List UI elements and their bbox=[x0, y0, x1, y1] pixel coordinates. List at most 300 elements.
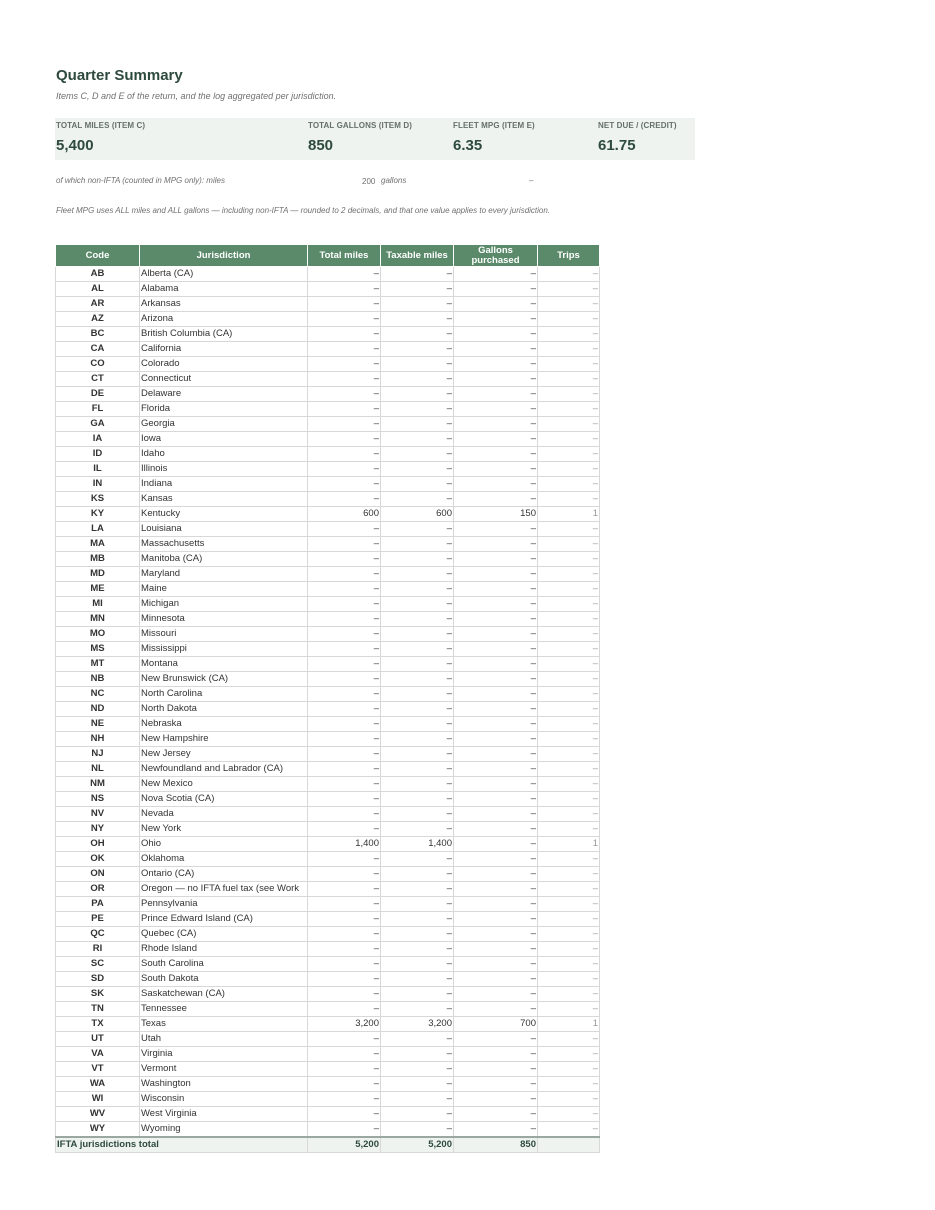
cell-total-miles: – bbox=[308, 777, 381, 792]
cell-taxable-miles: – bbox=[381, 462, 454, 477]
cell-gallons: 700 bbox=[454, 1017, 538, 1032]
cell-total-miles: – bbox=[308, 312, 381, 327]
cell-gallons: – bbox=[454, 447, 538, 462]
cell-trips: – bbox=[538, 672, 600, 687]
cell-total-miles: – bbox=[308, 732, 381, 747]
cell-jurisdiction: Minnesota bbox=[140, 612, 308, 627]
kpi-value: 850 bbox=[308, 137, 334, 154]
cell-taxable-miles: – bbox=[381, 852, 454, 867]
cell-total-miles: – bbox=[308, 897, 381, 912]
cell-gallons: – bbox=[454, 642, 538, 657]
cell-gallons: – bbox=[454, 627, 538, 642]
cell-jurisdiction: Nevada bbox=[140, 807, 308, 822]
cell-total-miles: – bbox=[308, 687, 381, 702]
header-taxable-miles: Taxable miles bbox=[381, 245, 454, 267]
page-title: Quarter Summary bbox=[56, 67, 183, 84]
cell-gallons: – bbox=[454, 1107, 538, 1122]
cell-gallons: – bbox=[454, 582, 538, 597]
cell-taxable-miles: – bbox=[381, 537, 454, 552]
cell-gallons: – bbox=[454, 777, 538, 792]
cell-jurisdiction: Louisiana bbox=[140, 522, 308, 537]
cell-total-miles: – bbox=[308, 327, 381, 342]
cell-total-miles: – bbox=[308, 1122, 381, 1138]
cell-jurisdiction: Nebraska bbox=[140, 717, 308, 732]
table-row bbox=[56, 552, 600, 567]
cell-total-miles: – bbox=[308, 267, 381, 282]
cell-total-miles: – bbox=[308, 297, 381, 312]
cell-trips: – bbox=[538, 327, 600, 342]
cell-taxable-miles: – bbox=[381, 612, 454, 627]
header-total-miles: Total miles bbox=[308, 245, 381, 267]
cell-taxable-miles: – bbox=[381, 1032, 454, 1047]
table-row bbox=[56, 867, 600, 882]
kpi-label: FLEET MPG (ITEM E) bbox=[453, 121, 535, 130]
cell-total-miles: – bbox=[308, 567, 381, 582]
cell-total-miles: – bbox=[308, 672, 381, 687]
cell-code: OR bbox=[56, 882, 140, 897]
cell-trips: – bbox=[538, 1107, 600, 1122]
cell-code: ON bbox=[56, 867, 140, 882]
table-row bbox=[56, 897, 600, 912]
total-row bbox=[56, 1137, 600, 1153]
cell-trips: – bbox=[538, 732, 600, 747]
cell-trips: – bbox=[538, 627, 600, 642]
cell-jurisdiction: Michigan bbox=[140, 597, 308, 612]
cell-trips: – bbox=[538, 1032, 600, 1047]
table-row bbox=[56, 1077, 600, 1092]
cell-taxable-miles: – bbox=[381, 1047, 454, 1062]
cell-trips: – bbox=[538, 657, 600, 672]
header-jurisdiction: Jurisdiction bbox=[140, 245, 308, 267]
table-row bbox=[56, 1122, 600, 1138]
cell-taxable-miles: – bbox=[381, 672, 454, 687]
kpi-label: TOTAL GALLONS (ITEM D) bbox=[308, 121, 412, 130]
table-row bbox=[56, 942, 600, 957]
cell-jurisdiction: New Hampshire bbox=[140, 732, 308, 747]
cell-code: NH bbox=[56, 732, 140, 747]
cell-code: ND bbox=[56, 702, 140, 717]
cell-total-miles: – bbox=[308, 597, 381, 612]
cell-gallons: – bbox=[454, 522, 538, 537]
cell-code: MA bbox=[56, 537, 140, 552]
table-row bbox=[56, 597, 600, 612]
cell-taxable-miles: – bbox=[381, 1002, 454, 1017]
table-row bbox=[56, 987, 600, 1002]
cell-jurisdiction: Illinois bbox=[140, 462, 308, 477]
cell-code: CA bbox=[56, 342, 140, 357]
cell-taxable-miles: – bbox=[381, 897, 454, 912]
total-gallons: 850 bbox=[454, 1137, 538, 1153]
cell-trips: – bbox=[538, 612, 600, 627]
table-row bbox=[56, 612, 600, 627]
cell-jurisdiction: Oregon — no IFTA fuel tax (see Work bbox=[140, 882, 308, 897]
cell-jurisdiction: British Columbia (CA) bbox=[140, 327, 308, 342]
cell-taxable-miles: – bbox=[381, 882, 454, 897]
cell-code: ID bbox=[56, 447, 140, 462]
cell-code: NJ bbox=[56, 747, 140, 762]
table-row bbox=[56, 1002, 600, 1017]
cell-taxable-miles: – bbox=[381, 717, 454, 732]
cell-taxable-miles: – bbox=[381, 387, 454, 402]
cell-code: NC bbox=[56, 687, 140, 702]
cell-total-miles: – bbox=[308, 912, 381, 927]
table-row bbox=[56, 822, 600, 837]
cell-gallons: – bbox=[454, 537, 538, 552]
table-row bbox=[56, 927, 600, 942]
cell-taxable-miles: – bbox=[381, 582, 454, 597]
cell-code: MB bbox=[56, 552, 140, 567]
cell-jurisdiction: New Mexico bbox=[140, 777, 308, 792]
cell-jurisdiction: Prince Edward Island (CA) bbox=[140, 912, 308, 927]
table-row bbox=[56, 642, 600, 657]
cell-trips: – bbox=[538, 702, 600, 717]
non-ifta-gallons-label: gallons bbox=[381, 176, 407, 185]
cell-code: CO bbox=[56, 357, 140, 372]
cell-taxable-miles: – bbox=[381, 687, 454, 702]
cell-gallons: – bbox=[454, 762, 538, 777]
cell-trips: – bbox=[538, 897, 600, 912]
cell-trips: – bbox=[538, 867, 600, 882]
cell-jurisdiction: Missouri bbox=[140, 627, 308, 642]
cell-total-miles: – bbox=[308, 642, 381, 657]
cell-jurisdiction: Montana bbox=[140, 657, 308, 672]
cell-total-miles: – bbox=[308, 987, 381, 1002]
cell-code: IN bbox=[56, 477, 140, 492]
cell-gallons: – bbox=[454, 327, 538, 342]
cell-code: MS bbox=[56, 642, 140, 657]
table-row bbox=[56, 357, 600, 372]
cell-gallons: – bbox=[454, 417, 538, 432]
cell-jurisdiction: Indiana bbox=[140, 477, 308, 492]
table-row bbox=[56, 1032, 600, 1047]
cell-taxable-miles: – bbox=[381, 972, 454, 987]
cell-code: TN bbox=[56, 1002, 140, 1017]
cell-total-miles: – bbox=[308, 927, 381, 942]
cell-code: WI bbox=[56, 1092, 140, 1107]
cell-total-miles: – bbox=[308, 612, 381, 627]
cell-taxable-miles: – bbox=[381, 642, 454, 657]
cell-trips: – bbox=[538, 402, 600, 417]
cell-gallons: – bbox=[454, 702, 538, 717]
cell-total-miles: – bbox=[308, 1032, 381, 1047]
table-row bbox=[56, 762, 600, 777]
cell-gallons: – bbox=[454, 1122, 538, 1138]
cell-taxable-miles: – bbox=[381, 807, 454, 822]
cell-gallons: – bbox=[454, 387, 538, 402]
cell-taxable-miles: – bbox=[381, 927, 454, 942]
cell-taxable-miles: – bbox=[381, 657, 454, 672]
cell-taxable-miles: – bbox=[381, 597, 454, 612]
cell-gallons: – bbox=[454, 477, 538, 492]
cell-taxable-miles: – bbox=[381, 942, 454, 957]
cell-jurisdiction: Colorado bbox=[140, 357, 308, 372]
page-subtitle: Items C, D and E of the return, and the log aggregated per jurisdiction. bbox=[56, 91, 337, 101]
cell-taxable-miles: – bbox=[381, 282, 454, 297]
cell-taxable-miles: – bbox=[381, 627, 454, 642]
cell-gallons: – bbox=[454, 1002, 538, 1017]
cell-gallons: – bbox=[454, 732, 538, 747]
cell-trips: – bbox=[538, 822, 600, 837]
cell-code: MN bbox=[56, 612, 140, 627]
cell-gallons: – bbox=[454, 912, 538, 927]
cell-gallons: – bbox=[454, 567, 538, 582]
cell-gallons: – bbox=[454, 597, 538, 612]
cell-jurisdiction: Arkansas bbox=[140, 297, 308, 312]
cell-trips: – bbox=[538, 1077, 600, 1092]
cell-total-miles: – bbox=[308, 942, 381, 957]
table-row bbox=[56, 507, 600, 522]
table-row bbox=[56, 267, 600, 282]
cell-taxable-miles: – bbox=[381, 1092, 454, 1107]
cell-taxable-miles: – bbox=[381, 522, 454, 537]
cell-gallons: – bbox=[454, 1047, 538, 1062]
table-row bbox=[56, 567, 600, 582]
cell-total-miles: – bbox=[308, 762, 381, 777]
cell-code: UT bbox=[56, 1032, 140, 1047]
table-row bbox=[56, 837, 600, 852]
cell-code: QC bbox=[56, 927, 140, 942]
table-row bbox=[56, 1092, 600, 1107]
cell-code: NE bbox=[56, 717, 140, 732]
cell-jurisdiction: Ohio bbox=[140, 837, 308, 852]
cell-trips: – bbox=[538, 747, 600, 762]
cell-gallons: – bbox=[454, 1092, 538, 1107]
table-row bbox=[56, 522, 600, 537]
cell-total-miles: – bbox=[308, 657, 381, 672]
cell-gallons: – bbox=[454, 612, 538, 627]
cell-gallons: – bbox=[454, 942, 538, 957]
cell-taxable-miles: – bbox=[381, 867, 454, 882]
cell-trips: – bbox=[538, 492, 600, 507]
cell-trips: – bbox=[538, 957, 600, 972]
cell-gallons: – bbox=[454, 282, 538, 297]
cell-jurisdiction: Maryland bbox=[140, 567, 308, 582]
cell-jurisdiction: Pennsylvania bbox=[140, 897, 308, 912]
cell-jurisdiction: Kansas bbox=[140, 492, 308, 507]
cell-gallons: – bbox=[454, 372, 538, 387]
table-row bbox=[56, 432, 600, 447]
cell-total-miles: – bbox=[308, 582, 381, 597]
cell-taxable-miles: – bbox=[381, 342, 454, 357]
table-row bbox=[56, 372, 600, 387]
table-row bbox=[56, 402, 600, 417]
cell-gallons: 150 bbox=[454, 507, 538, 522]
cell-trips: – bbox=[538, 552, 600, 567]
cell-trips: – bbox=[538, 912, 600, 927]
cell-code: SD bbox=[56, 972, 140, 987]
cell-gallons: – bbox=[454, 672, 538, 687]
cell-code: IL bbox=[56, 462, 140, 477]
cell-trips: 1 bbox=[538, 837, 600, 852]
cell-code: NV bbox=[56, 807, 140, 822]
table-row bbox=[56, 417, 600, 432]
table-row bbox=[56, 717, 600, 732]
table-row bbox=[56, 327, 600, 342]
cell-total-miles: – bbox=[308, 627, 381, 642]
cell-code: MD bbox=[56, 567, 140, 582]
non-ifta-label: of which non-IFTA (counted in MPG only): miles bbox=[56, 176, 225, 185]
cell-code: OH bbox=[56, 837, 140, 852]
table-row bbox=[56, 282, 600, 297]
cell-gallons: – bbox=[454, 852, 538, 867]
cell-code: SK bbox=[56, 987, 140, 1002]
table-row bbox=[56, 297, 600, 312]
table-row bbox=[56, 342, 600, 357]
cell-gallons: – bbox=[454, 837, 538, 852]
cell-trips: – bbox=[538, 927, 600, 942]
cell-gallons: – bbox=[454, 267, 538, 282]
cell-code: MI bbox=[56, 597, 140, 612]
table-row bbox=[56, 912, 600, 927]
cell-code: NY bbox=[56, 822, 140, 837]
cell-trips: – bbox=[538, 312, 600, 327]
header-trips: Trips bbox=[538, 245, 600, 267]
cell-jurisdiction: Nova Scotia (CA) bbox=[140, 792, 308, 807]
cell-total-miles: – bbox=[308, 1062, 381, 1077]
cell-jurisdiction: Kentucky bbox=[140, 507, 308, 522]
cell-code: KS bbox=[56, 492, 140, 507]
cell-jurisdiction: Manitoba (CA) bbox=[140, 552, 308, 567]
cell-total-miles: – bbox=[308, 462, 381, 477]
cell-taxable-miles: – bbox=[381, 732, 454, 747]
cell-code: SC bbox=[56, 957, 140, 972]
cell-trips: – bbox=[538, 477, 600, 492]
cell-gallons: – bbox=[454, 822, 538, 837]
cell-code: WA bbox=[56, 1077, 140, 1092]
cell-jurisdiction: Alabama bbox=[140, 282, 308, 297]
cell-trips: – bbox=[538, 777, 600, 792]
table-row bbox=[56, 1047, 600, 1062]
header-gallons: Gallons purchased bbox=[454, 245, 538, 267]
table-row bbox=[56, 732, 600, 747]
cell-taxable-miles: – bbox=[381, 957, 454, 972]
header-code: Code bbox=[56, 245, 140, 267]
cell-gallons: – bbox=[454, 972, 538, 987]
cell-gallons: – bbox=[454, 927, 538, 942]
cell-gallons: – bbox=[454, 882, 538, 897]
cell-taxable-miles: – bbox=[381, 492, 454, 507]
cell-total-miles: – bbox=[308, 522, 381, 537]
cell-total-miles: – bbox=[308, 402, 381, 417]
table-row bbox=[56, 1062, 600, 1077]
cell-jurisdiction: Alberta (CA) bbox=[140, 267, 308, 282]
cell-jurisdiction: Vermont bbox=[140, 1062, 308, 1077]
cell-jurisdiction: Florida bbox=[140, 402, 308, 417]
cell-taxable-miles: – bbox=[381, 822, 454, 837]
cell-gallons: – bbox=[454, 1077, 538, 1092]
table-row bbox=[56, 687, 600, 702]
cell-code: RI bbox=[56, 942, 140, 957]
cell-trips: 1 bbox=[538, 507, 600, 522]
cell-total-miles: – bbox=[308, 702, 381, 717]
cell-jurisdiction: Iowa bbox=[140, 432, 308, 447]
cell-trips: – bbox=[538, 1047, 600, 1062]
kpi-label: TOTAL MILES (ITEM C) bbox=[56, 121, 146, 130]
cell-jurisdiction: Mississippi bbox=[140, 642, 308, 657]
cell-jurisdiction: Georgia bbox=[140, 417, 308, 432]
cell-taxable-miles: – bbox=[381, 297, 454, 312]
cell-trips: – bbox=[538, 267, 600, 282]
cell-gallons: – bbox=[454, 312, 538, 327]
cell-trips: – bbox=[538, 1002, 600, 1017]
cell-taxable-miles: – bbox=[381, 327, 454, 342]
table-row bbox=[56, 972, 600, 987]
table-row bbox=[56, 957, 600, 972]
cell-code: DE bbox=[56, 387, 140, 402]
cell-jurisdiction: Virginia bbox=[140, 1047, 308, 1062]
cell-taxable-miles: – bbox=[381, 567, 454, 582]
cell-taxable-miles: – bbox=[381, 912, 454, 927]
cell-trips: – bbox=[538, 582, 600, 597]
cell-code: ME bbox=[56, 582, 140, 597]
table-row bbox=[56, 1017, 600, 1032]
cell-trips: – bbox=[538, 342, 600, 357]
cell-gallons: – bbox=[454, 867, 538, 882]
cell-taxable-miles: – bbox=[381, 1122, 454, 1138]
cell-taxable-miles: – bbox=[381, 267, 454, 282]
cell-total-miles: – bbox=[308, 357, 381, 372]
cell-code: NM bbox=[56, 777, 140, 792]
cell-total-miles: – bbox=[308, 807, 381, 822]
cell-jurisdiction: New York bbox=[140, 822, 308, 837]
table-row bbox=[56, 792, 600, 807]
cell-trips: – bbox=[538, 987, 600, 1002]
total-label: IFTA jurisdictions total bbox=[56, 1137, 308, 1153]
cell-code: OK bbox=[56, 852, 140, 867]
mpg-note: Fleet MPG uses ALL miles and ALL gallons — including non-IFTA — rounded to 2 decimals, and that one value applies to every jurisdiction. bbox=[56, 206, 551, 215]
cell-trips: – bbox=[538, 792, 600, 807]
cell-code: BC bbox=[56, 327, 140, 342]
cell-jurisdiction: Wyoming bbox=[140, 1122, 308, 1138]
cell-jurisdiction: Tennessee bbox=[140, 1002, 308, 1017]
cell-jurisdiction: Texas bbox=[140, 1017, 308, 1032]
cell-code: NL bbox=[56, 762, 140, 777]
cell-total-miles: – bbox=[308, 867, 381, 882]
cell-total-miles: 1,400 bbox=[308, 837, 381, 852]
cell-code: IA bbox=[56, 432, 140, 447]
cell-trips: – bbox=[538, 852, 600, 867]
cell-taxable-miles: 1,400 bbox=[381, 837, 454, 852]
cell-code: AB bbox=[56, 267, 140, 282]
cell-jurisdiction: California bbox=[140, 342, 308, 357]
cell-code: PA bbox=[56, 897, 140, 912]
cell-taxable-miles: – bbox=[381, 447, 454, 462]
cell-code: MO bbox=[56, 627, 140, 642]
cell-trips: – bbox=[538, 567, 600, 582]
cell-gallons: – bbox=[454, 1032, 538, 1047]
table-row bbox=[56, 1107, 600, 1122]
total-trips bbox=[538, 1137, 600, 1153]
cell-total-miles: – bbox=[308, 387, 381, 402]
cell-gallons: – bbox=[454, 297, 538, 312]
total-miles: 5,200 bbox=[308, 1137, 381, 1153]
table-row bbox=[56, 537, 600, 552]
cell-total-miles: – bbox=[308, 1107, 381, 1122]
cell-gallons: – bbox=[454, 357, 538, 372]
cell-jurisdiction: Quebec (CA) bbox=[140, 927, 308, 942]
table-row bbox=[56, 852, 600, 867]
cell-gallons: – bbox=[454, 987, 538, 1002]
cell-gallons: – bbox=[454, 657, 538, 672]
cell-jurisdiction: Ontario (CA) bbox=[140, 867, 308, 882]
cell-taxable-miles: – bbox=[381, 777, 454, 792]
cell-gallons: – bbox=[454, 432, 538, 447]
cell-taxable-miles: – bbox=[381, 987, 454, 1002]
cell-taxable-miles: – bbox=[381, 402, 454, 417]
cell-total-miles: – bbox=[308, 537, 381, 552]
cell-total-miles: – bbox=[308, 852, 381, 867]
cell-trips: – bbox=[538, 417, 600, 432]
